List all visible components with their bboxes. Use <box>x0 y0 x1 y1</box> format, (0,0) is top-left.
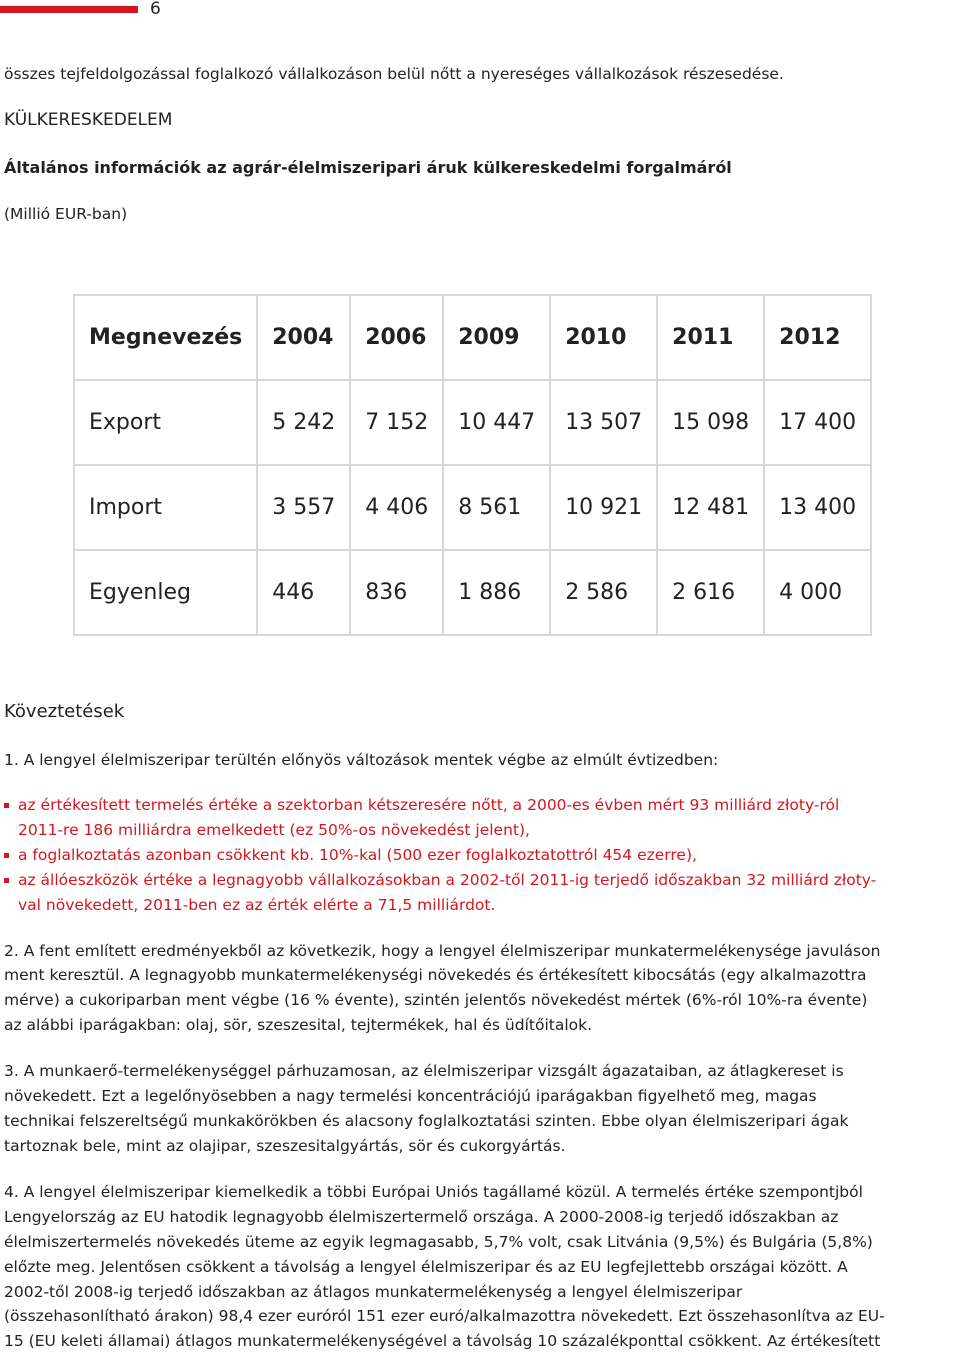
point-3-line: növekedett. Ezt a legelőnyösebben a nagy termelési koncentrációjú iparágakban figyelhető meg, magas <box>4 1087 817 1105</box>
table-row <box>74 550 871 635</box>
bullet-line: 2011-re 186 milliárdra emelkedett (ez 50%-os növekedést jelent), <box>18 821 530 839</box>
table-cell: 7 152 <box>350 380 443 465</box>
header-cell: 2009 <box>443 295 550 380</box>
bullet-line: az értékesített termelés értéke a szektorban kétszeresére nőtt, a 2000-es évben mért 93 milliárd złoty-ról <box>18 796 840 814</box>
table-cell: 12 481 <box>657 465 764 550</box>
point-2-line: ment keresztül. A legnagyobb munkatermelékenységi növekedés és értékesített kibocsátás (egy alkalmazottra <box>4 966 867 984</box>
table-cell: 10 447 <box>443 380 550 465</box>
point-4-line: (összehasonlítható árakon) 98,4 ezer euróról 151 ezer euró/alkalmazottra növekedett. Ezt összehasonlítva az EU- <box>4 1307 885 1325</box>
table-cell: 2 586 <box>550 550 657 635</box>
table-cell: 17 400 <box>764 380 871 465</box>
table-cell: 4 000 <box>764 550 871 635</box>
table-cell: 13 507 <box>550 380 657 465</box>
page-number: 6 <box>150 0 161 19</box>
point-3-line: 3. A munkaerő-termelékenységgel párhuzamosan, az élelmiszeripar vizsgált ágazataiban, az átlagkereset is <box>4 1062 844 1080</box>
header-cell: 2006 <box>350 295 443 380</box>
conclusions-heading: Köveztetések <box>4 701 125 722</box>
table-cell: 4 406 <box>350 465 443 550</box>
section-heading: KÜLKERESKEDELEM <box>4 110 173 130</box>
bullet-line: a foglalkoztatás azonban csökkent kb. 10%-kal (500 ezer foglalkoztatottról 454 ezerre), <box>18 846 697 864</box>
point-1-text: 1. A lengyel élelmiszeripar terültén előnyös változások mentek végbe az elmúlt évtizedben: <box>4 751 719 769</box>
trade-table <box>73 294 872 636</box>
bullet-marker <box>4 878 9 883</box>
point-3-line: tartoznak bele, mint az olajipar, szeszesitalgyártás, sör és cukorgyártás. <box>4 1137 566 1155</box>
header-cell: 2004 <box>257 295 350 380</box>
point-4-line: 4. A lengyel élelmiszeripar kiemelkedik a többi Európai Uniós tagállamé közül. A termelés értéke szempontjból <box>4 1183 863 1201</box>
point-4-line: élelmiszertermelés növekedés üteme az egyik legmagasabb, 5,7% volt, csak Litvánia (9,5%) és Bulgária (5,8%) <box>4 1233 873 1251</box>
header-cell: Megnevezés <box>74 295 257 380</box>
table-cell: Egyenleg <box>74 550 257 635</box>
table-cell: 15 098 <box>657 380 764 465</box>
bullet-line: az állóeszközök értéke a legnagyobb vállalkozásokban a 2002-től 2011-ig terjedő időszakban 32 milliárd złoty- <box>18 871 877 889</box>
table-cell: 836 <box>350 550 443 635</box>
point-3-line: technikai felszereltségű munkakörökben és alacsony foglalkoztatási szinten. Ebbe olyan élelmiszeripari ágak <box>4 1112 849 1130</box>
table-cell: 3 557 <box>257 465 350 550</box>
table-cell: 13 400 <box>764 465 871 550</box>
header-cell: 2011 <box>657 295 764 380</box>
header-cell: 2012 <box>764 295 871 380</box>
point-2-line: 2. A fent említett eredményekből az következik, hogy a lengyel élelmiszeripar munkatermelékenysége javuláson <box>4 942 881 960</box>
table-cell: 1 886 <box>443 550 550 635</box>
table-cell: Export <box>74 380 257 465</box>
table-row <box>74 380 871 465</box>
table-row <box>74 465 871 550</box>
bullet-marker <box>4 853 9 858</box>
table-cell: 10 921 <box>550 465 657 550</box>
header-cell: 2010 <box>550 295 657 380</box>
point-2-line: mérve) a cukoriparban ment végbe (16 % évente), szintén jelentős növekedést mértek (6%-ról 10%-ra évente) <box>4 991 868 1009</box>
table-header-row <box>74 295 871 380</box>
point-4-line: előzte meg. Jelentősen csökkent a távolság a lengyel élelmiszeripar és az EU legfejlettebb országai között. A <box>4 1258 848 1276</box>
table-cell: 446 <box>257 550 350 635</box>
point-4-line: 15 (EU keleti államai) átlagos munkatermelékenységével a távolság 10 százalékponttal csökkent. Az értékesített <box>4 1332 881 1350</box>
table-cell: 2 616 <box>657 550 764 635</box>
point-4-line: 2002-től 2008-ig terjedő időszakban az átlagos munkatermelékenység a lengyel élelmiszeripar <box>4 1283 743 1301</box>
bullet-marker <box>4 803 9 808</box>
point-4-line: Lengyelország az EU hatodik legnagyobb élelmiszertermelő országa. A 2000-2008-ig terjedő időszakban az <box>4 1208 839 1226</box>
table-cell: 8 561 <box>443 465 550 550</box>
table-cell: Import <box>74 465 257 550</box>
table-cell: 5 242 <box>257 380 350 465</box>
point-2-line: az alábbi iparágakban: olaj, sör, szeszesital, tejtermékek, hal és üdítőitalok. <box>4 1016 593 1034</box>
unit-note: (Millió EUR-ban) <box>4 205 128 223</box>
header-accent-bar <box>0 6 138 13</box>
intro-line: összes tejfeldolgozással foglalkozó vállalkozáson belül nőtt a nyereséges vállalkozások részesedése. <box>4 65 784 83</box>
bullet-line: val növekedett, 2011-ben ez az érték elérte a 71,5 milliárdot. <box>18 896 496 914</box>
table-subtitle: Általános információk az agrár-élelmiszeripari áruk külkereskedelmi forgalmáról <box>4 158 732 177</box>
